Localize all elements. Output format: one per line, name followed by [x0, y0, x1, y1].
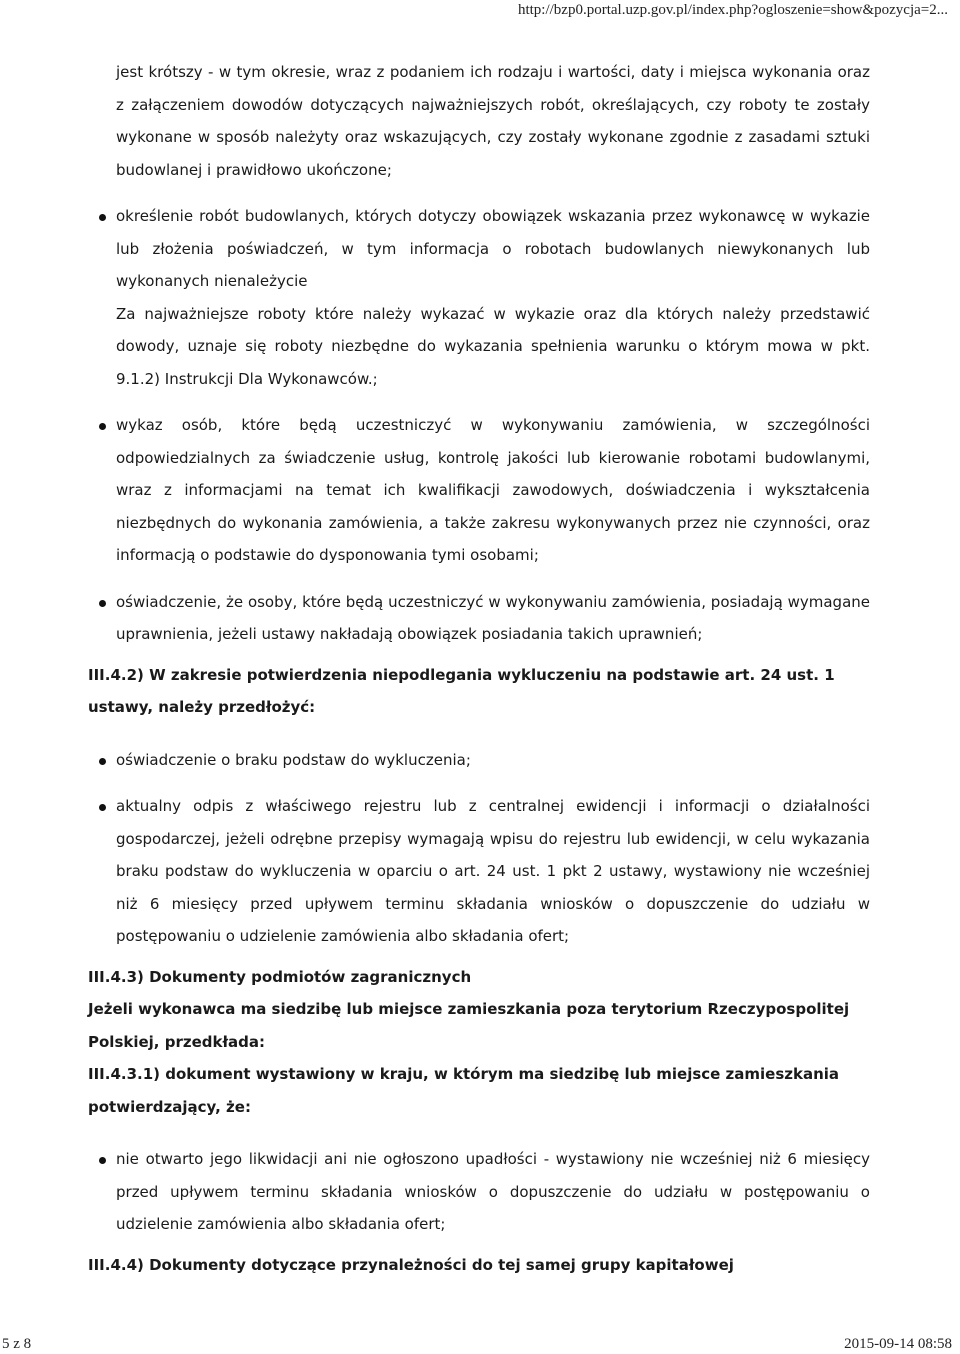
print-datetime: 2015-09-14 08:58 [844, 1336, 952, 1352]
list-item [88, 790, 870, 953]
bullet-icon [99, 214, 106, 221]
list-item [88, 744, 870, 777]
bullet-icon [99, 423, 106, 430]
paragraph-text: Za najważniejsze roboty które należy wykazać w wykazie oraz dla których należy przedstawić dowody, uznaje się roboty niezbędne do wykazania spełnienia warunku o którym mowa w pkt. 9.1.2) Instrukcji Dla Wykonawców.; [116, 304, 870, 388]
list-item [88, 1143, 870, 1241]
bullet-icon [99, 600, 106, 607]
list-item [88, 200, 870, 298]
section-heading: III.4.4) Dokumenty dotyczące przynależności do tej samej grupy kapitałowej [88, 1255, 734, 1274]
list-item [88, 409, 870, 572]
list-item-text: oświadczenie o braku podstaw do wykluczenia; [116, 750, 471, 769]
list-item-text: oświadczenie, że osoby, które będą uczestniczyć w wykonywaniu zamówienia, posiadają wymagane uprawnienia, jeżeli ustawy nakładają obowiązek posiadania takich uprawnień; [116, 592, 870, 643]
subsection-heading: III.4.3.1) dokument wystawiony w kraju, w którym ma siedzibę lub miejsce zamieszkania potwierdzający, że: [88, 1065, 840, 1116]
print-header-url: http://bzp0.portal.uzp.gov.pl/index.php?ogloszenie=show&pozycja=2... [517, 2, 948, 18]
list-item-text: aktualny odpis z właściwego rejestru lub z centralnej ewidencji i informacji o działalności gospodarczej, jeżeli odrębne przepisy wymagają wpisu do rejestru lub ewidencji, w celu wykazania braku podstaw do wykluczenia w oparciu o art. 24 ust. 1 pkt 2 ustawy, wystawiony nie wcześniej niż 6 miesięcy przed upływem terminu składania wniosków o dopuszczenie do udziału w postępowaniu o udzielenie zamówienia albo składania ofert; [116, 797, 870, 945]
subsection-heading: Jeżeli wykonawca ma siedzibę lub miejsce zamieszkania poza terytorium Rzeczypospolitej Polskiej, przedkłada: [88, 1000, 850, 1051]
list-item-text: wykaz osób, które będą uczestniczyć w wykonywaniu zamówienia, w szczególności odpowiedzialnych za świadczenie usług, kontrolę jakości lub kierowanie robotami budowlanymi, wraz z informacjami na temat ich kwalifikacji zawodowych, doświadczenia i wykształcenia niezbędnych do wykonania zamówienia, a także zakresu wykonywanych przez nie czynności, oraz informacją o podstawie do dysponowania tymi osobami; [116, 416, 870, 564]
bullet-icon [99, 1157, 106, 1164]
continuation-paragraph [88, 56, 870, 186]
section-heading: III.4.3) Dokumenty podmiotów zagranicznych [88, 967, 472, 986]
bullet-icon [99, 758, 106, 765]
list-item-text: nie otwarto jego likwidacji ani nie ogłoszono upadłości - wystawiony nie wcześniej niż 6 miesięcy przed upływem terminu składania wniosków o dopuszczenie do udziału w postępowaniu o udzielenie zamówienia albo składania ofert; [116, 1150, 870, 1233]
bullet-icon [99, 804, 106, 811]
paragraph-text: jest krótszy - w tym okresie, wraz z podaniem ich rodzaju i wartości, daty i miejsca wykonania oraz z załączeniem dowodów dotyczących najważniejszych robót, określających, czy roboty te zostały wykonane w sposób należyty oraz wskazujących, czy zostały wykonane zgodnie z zasadami sztuki budowlanej i prawidłowo ukończone; [116, 63, 870, 179]
section-heading: III.4.2) W zakresie potwierdzenia niepodlegania wykluczeniu na podstawie art. 24 ust. 1 ustawy, należy przedłożyć: [88, 665, 835, 716]
list-item-text: określenie robót budowlanych, których dotyczy obowiązek wskazania przez wykonawcę w wykazie lub złożenia poświadczeń, w tym informacja o robotach budowlanych niewykonanych lub wykonanych nienależycie [116, 207, 870, 290]
page-number: 5 z 8 [2, 1336, 32, 1352]
document-body [88, 56, 870, 1281]
list-item [88, 586, 870, 651]
note-paragraph [88, 298, 870, 396]
